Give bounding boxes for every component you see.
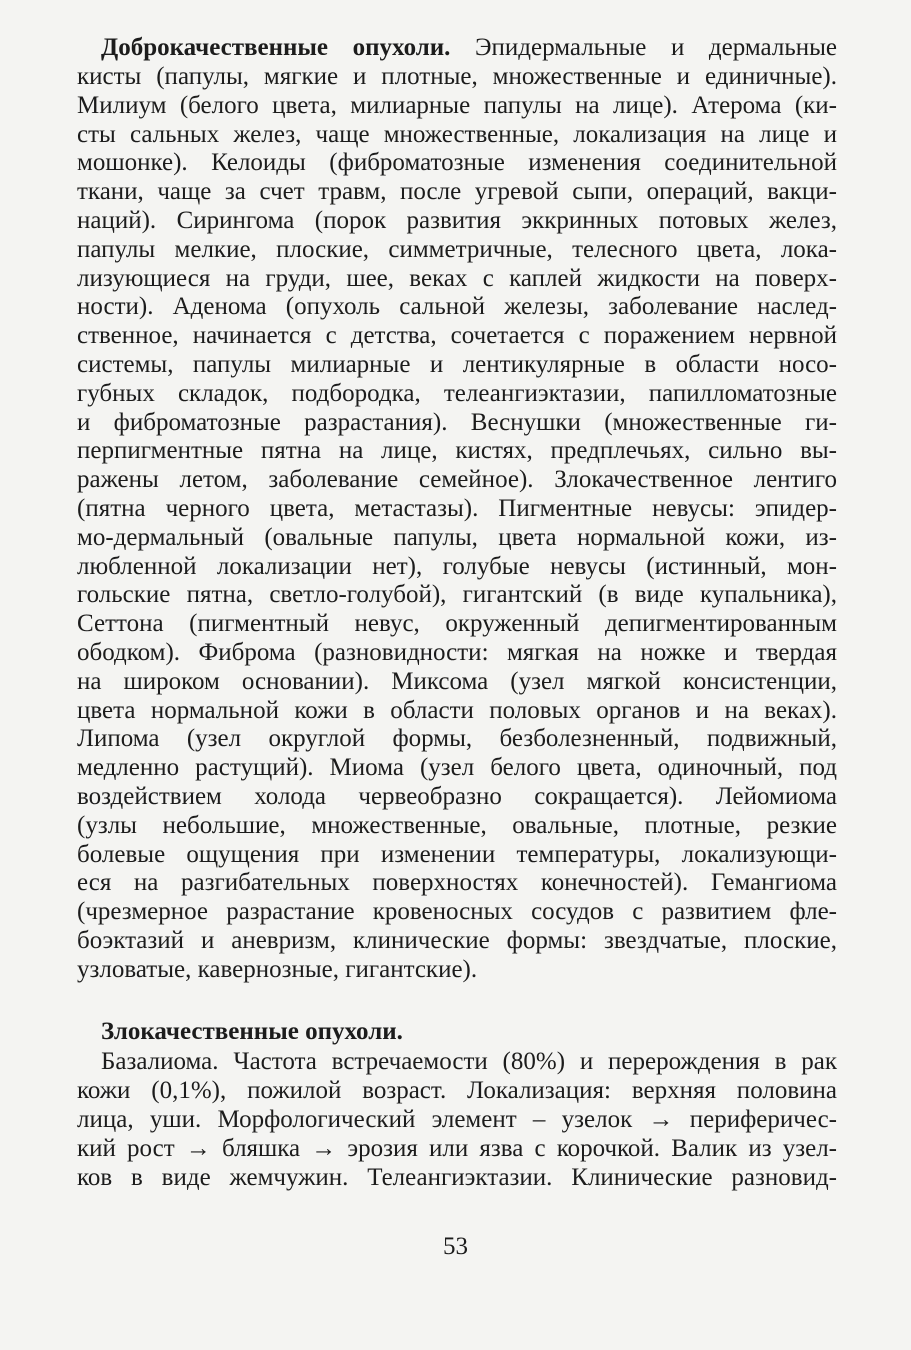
- section1-line: кисты (папулы, мягкие и плотные, множественные и единичные).: [77, 63, 837, 90]
- section1-line: воздействием холода червеобразно сокращается). Лейомиома: [77, 783, 837, 810]
- section1-line: узловатые, кавернозные, гигантские).: [77, 956, 478, 983]
- section1-line: болевые ощущения при изменении температуры, локализующи-: [77, 841, 837, 868]
- section1-line: и фиброматозные разрастания). Веснушки (множественные ги-: [77, 409, 837, 436]
- section1-line: на широком основании). Миксома (узел мягкой консистенции,: [77, 668, 837, 695]
- section1-line: Сеттона (пигментный невус, окруженный депигментированным: [77, 610, 837, 637]
- section2-line: лица, уши. Морфологический элемент – узелок → периферичес-: [77, 1106, 837, 1133]
- section1-line: ткани, чаще за счет травм, после угревой сыпи, операций, вакци-: [77, 178, 837, 205]
- section1-line: ражены летом, заболевание семейное). Злокачественное лентиго: [77, 466, 837, 493]
- section1-line: лизующиеся на груди, шее, веках с каплей жидкости на поверх-: [77, 265, 837, 292]
- section1-line: (чрезмерное разрастание кровеносных сосудов с развитием фле-: [77, 898, 837, 925]
- section1-line: боэктазий и аневризм, клинические формы: звездчатые, плоские,: [77, 927, 837, 954]
- section1-line: папулы мелкие, плоские, симметричные, телесного цвета, лока-: [77, 236, 837, 263]
- page-number: 53: [443, 1233, 468, 1260]
- section1-line: (узлы небольшие, множественные, овальные, плотные, резкие: [77, 812, 837, 839]
- section1-line: любленной локализации нет), голубые невусы (истинный, мон-: [77, 553, 837, 580]
- section1-line: мошонке). Келоиды (фиброматозные изменения соединительной: [77, 149, 837, 176]
- section1-line: медленно растущий). Миома (узел белого цвета, одиночный, под: [77, 754, 837, 781]
- section1-line: системы, папулы милиарные и лентикулярные в области носо-: [77, 351, 837, 378]
- section1-line: мо-дермальный (овальные папулы, цвета нормальной кожи, из-: [77, 524, 837, 551]
- section1-first-line: [101, 33, 837, 63]
- section2-line: кожи (0,1%), пожилой возраст. Локализация: верхняя половина: [77, 1077, 837, 1104]
- section1-line: сты сальных желез, чаще множественные, локализация на лице и: [77, 121, 837, 148]
- section1-line: ободком). Фиброма (разновидности: мягкая на ножке и твердая: [77, 639, 837, 666]
- section1-line: еся на разгибательных поверхностях конечностей). Гемангиома: [77, 869, 837, 896]
- section1-title: Доброкачественные опухоли.: [101, 34, 451, 61]
- section1-line: гольские пятна, светло-голубой), гигантский (в виде купальника),: [77, 581, 837, 608]
- section2-line: Базалиома. Частота встречаемости (80%) и перерождения в рак: [101, 1048, 837, 1075]
- section2-line: кий рост → бляшка → эрозия или язва с корочкой. Валик из узел-: [77, 1135, 837, 1162]
- section1-line: наций). Сирингома (порок развития эккринных потовых желез,: [77, 207, 837, 234]
- section1-line: цвета нормальной кожи в области половых органов и на веках).: [77, 697, 837, 724]
- section2-title: Злокачественные опухоли.: [101, 1018, 403, 1045]
- section1-first-line-text: Эпидермальные и дермальные: [450, 34, 837, 61]
- section1-line: перпигментные пятна на лице, кистях, предплечьях, сильно вы-: [77, 437, 837, 464]
- section1-line: Милиум (белого цвета, милиарные папулы на лице). Атерома (ки-: [77, 92, 837, 119]
- section2-line: ков в виде жемчужин. Телеангиэктазии. Клинические разновид-: [77, 1164, 837, 1191]
- section1-line: ности). Аденома (опухоль сальной железы, заболевание наслед-: [77, 293, 837, 320]
- section1-line: губных складок, подбородка, телеангиэктазии, папилломатозные: [77, 380, 837, 407]
- section1-line: (пятна черного цвета, метастазы). Пигментные невусы: эпидер-: [77, 495, 837, 522]
- section1-line: ственное, начинается с детства, сочетается с поражением нервной: [77, 322, 837, 349]
- section1-line: Липома (узел округлой формы, безболезненный, подвижный,: [77, 725, 837, 752]
